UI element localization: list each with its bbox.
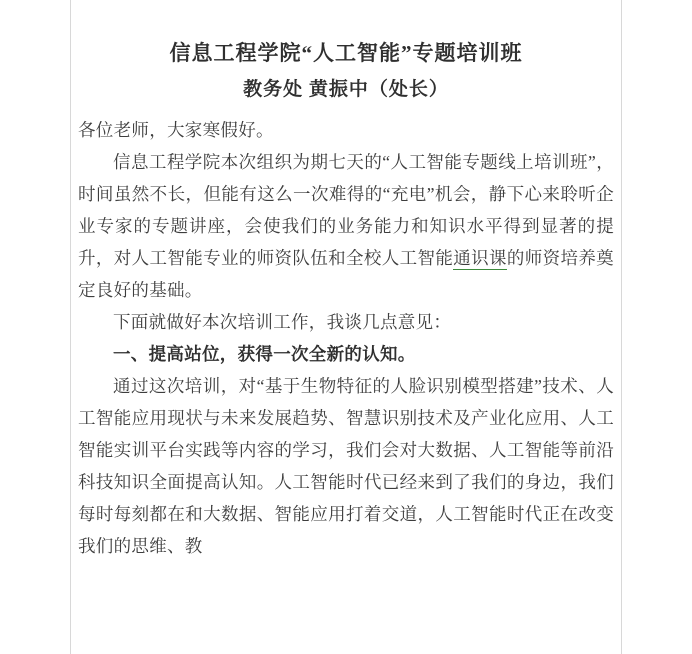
paragraph-intro-text-before: 信息工程学院本次组织为期七天的“人工智能专题线上培训班”，时间虽然不长，但能有这么一次难得的“充电”机会，静下心来聆听企业专家的专题讲座，会使我们的业务能力和知识水平得到显著的提升，对人工智能专业的师资队伍和全校人工智能 [78, 152, 614, 268]
document-content [78, 36, 614, 562]
right-margin-guide [621, 0, 622, 654]
paragraph-intro-underlined-term: 通识课 [453, 248, 507, 268]
paragraph-transition: 下面就做好本次培训工作，我谈几点意见： [113, 312, 452, 332]
left-margin-guide [70, 0, 71, 654]
paragraph-intro-text-after: 的师资培养奠定良好的基础。 [78, 248, 614, 300]
document-subtitle: 教务处 黄振中（处长） [243, 79, 449, 100]
paragraph-intro [78, 146, 614, 306]
paragraph-salutation: 各位老师，大家寒假好。 [78, 120, 274, 140]
paragraph-section-one-body: 通过这次培训，对“基于生物特征的人脸识别模型搭建”技术、人工智能应用现状与未来发展趋势、智慧识别技术及产业化应用、人工智能实训平台实践等内容的学习，我们会对大数据、人工智能等前沿科技知识全面提高认知。人工智能时代已经来到了我们的身边，我们每时每刻都在和大数据、智能应用打着交道，人工智能时代正在改变我们的思维、教 [78, 376, 614, 556]
document-title: 信息工程学院“人工智能”专题培训班 [169, 41, 523, 65]
paragraph-section-one-heading: 一、提高站位，获得一次全新的认知。 [113, 344, 416, 364]
